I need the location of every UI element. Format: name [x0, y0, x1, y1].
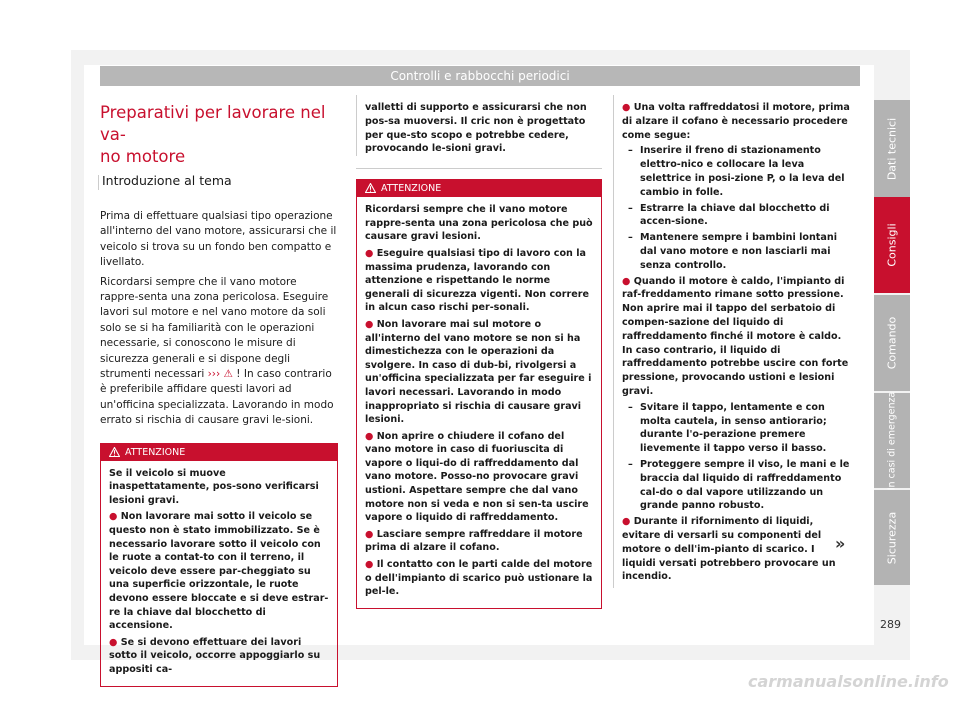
tab-label: Consigli [885, 223, 899, 267]
warning-triangle-icon [365, 183, 376, 193]
warning-item [365, 318, 593, 427]
warning-intro: Se il veicolo si muove inaspettatamente, pos-sono verificarsi lesioni gravi. [109, 467, 319, 506]
section-header: Controlli e rabbocchi periodici [100, 66, 860, 86]
warning-header [101, 444, 337, 461]
tab-dati-tecnici[interactable] [874, 100, 910, 197]
bullet-icon: ● [109, 511, 118, 523]
warning-item-text: Durante il rifornimento di liquidi, evitare di versarli su componenti del motore o dell'im-pianto di scarico. I liquidi versati potrebbero provocare un incendio. [622, 516, 836, 583]
warning-triangle-icon [109, 447, 120, 457]
warning-label: ATTENZIONE [125, 446, 186, 458]
warning-item-text: Non aprire o chiudere il cofano del vano motore in caso di fuoriuscita di vapore o liqui-do di raffreddamento dal vano motore. Posso-no provocare gravi ustioni. Aspettare sempre che dal vano motore non si veda e non si sen-ta uscire vapore o liquido di raffreddamento. [365, 430, 589, 524]
column-1 [100, 102, 338, 687]
subtitle: Introduzione al tema [100, 173, 338, 189]
dash-icon: – [628, 145, 633, 157]
sub-item [622, 401, 851, 456]
page-number: 289 [880, 618, 901, 631]
tab-label: Sicurezza [885, 511, 899, 564]
intro-text [100, 209, 338, 429]
warning-label: ATTENZIONE [381, 183, 442, 195]
warning-item-text: Quando il motore è caldo, l'impianto di raf-freddamento rimane sotto pressione. Non aprire mai il tappo del serbatoio di compen-sazione del liquido di raffreddamento finché il motore è caldo. In caso contrario, il liquido di raffreddamento potrebbe uscire con forte pressione, provocando ustioni e lesioni gravi. [622, 275, 849, 397]
sub-item-text: Estrarre la chiave dal blocchetto di accen-sione. [640, 202, 830, 228]
tab-consigli[interactable] [874, 197, 910, 293]
sub-item-text: Proteggere sempre il viso, le mani e le braccia dal liquido di raffreddamento cal-do o dal vapore utilizzando un grande panno robusto. [640, 458, 850, 512]
warning-item [622, 515, 851, 584]
warning-box-2 [356, 179, 602, 609]
continued-warning-text: valletti di supporto e assicurarsi che non pos-sa muoversi. Il cric non è progettato per que-sto scopo e potrebbe cedere, provocando le-sioni gravi. [356, 95, 602, 156]
sub-item [622, 144, 851, 199]
dash-icon: – [628, 232, 633, 244]
continued-warning-list [613, 95, 859, 588]
warning-item [365, 247, 593, 315]
sub-item [622, 231, 851, 272]
warning-item-text: Non lavorare mai sul motore o all'interno del vano motore se non si ha dimestichezza con le operazioni da svolgere. In caso di dub-bi, rivolgersi a un'officina specializzata per far eseguire i lavori necessari. Lavorando in modo inappropriato si rischia di causare gravi lesioni. [365, 318, 592, 426]
bullet-icon: ● [365, 247, 374, 259]
dash-icon: – [628, 202, 633, 214]
warning-item-text: Eseguire qualsiasi tipo di lavoro con la massima prudenza, lavorando con attenzione e rispettando le norme generali di sicurezza vigenti. Non correre in alcun caso rischi per-sonali. [365, 247, 589, 314]
warning-item-text: Lasciare sempre raffreddare il motore prima di alzare il cofano. [365, 528, 583, 554]
warning-intro: Ricordarsi sempre che il vano motore rappre-senta una zona pericolosa che può causare gravi lesioni. [365, 204, 593, 243]
watermark-logo: carmanualsonline.info [748, 672, 949, 691]
warning-item [109, 510, 329, 632]
warning-item [622, 275, 851, 399]
divider [356, 168, 602, 169]
sub-item-text: Svitare il tappo, lentamente e con molta cautela, in senso antiorario; durante l'o-perazione premere lievemente il tappo verso il basso. [640, 401, 827, 455]
tab-sicurezza[interactable] [874, 490, 910, 585]
warning-box-1 [100, 443, 338, 687]
column-2 [356, 95, 602, 609]
warning-item [365, 430, 593, 525]
bullet-icon: ● [109, 636, 118, 648]
bullet-icon: ● [622, 102, 631, 113]
bullet-icon: ● [365, 430, 374, 442]
warning-item-text: Non lavorare mai sotto il veicolo se questo non è stato immobilizzato. Se è necessario lavorare sotto il veicolo con le ruote a contat-to con il terreno, il veicolo deve essere par-cheggiato su una superficie orizzontale, le ruote devono essere bloccate e si deve estrar-re la chiave dal blocchetto di accensione. [109, 511, 329, 632]
tab-label: In casi di emergenza [886, 391, 898, 490]
warning-item-text: Se si devono effettuare dei lavori sotto il veicolo, occorre appoggiarlo su appositi ca- [109, 636, 321, 675]
tab-comando[interactable] [874, 295, 910, 391]
warning-triangle-icon: ⚠ [223, 368, 233, 381]
dash-icon: – [628, 458, 633, 470]
bullet-icon: ● [365, 528, 374, 540]
column-3 [613, 95, 859, 588]
intro-paragraph-2 [100, 275, 338, 429]
continue-chevron-icon: » [835, 534, 846, 553]
dash-icon: – [628, 401, 633, 413]
bullet-icon: ● [365, 559, 374, 571]
bullet-icon: ● [622, 275, 631, 287]
warning-item [622, 101, 851, 142]
warning-item [365, 528, 593, 555]
sub-item [622, 458, 851, 513]
sub-item-text: Mantenere sempre i bambini lontani dal vano motore e non lasciarli mai senza controllo. [640, 232, 837, 271]
warning-body [357, 197, 601, 608]
warning-item-text: Il contatto con le parti calde del motore o dell'impianto di scarico può ustionare la pel-le. [365, 559, 593, 598]
sub-item [622, 202, 851, 230]
bullet-icon: ● [365, 318, 374, 330]
warning-item [365, 558, 593, 599]
bullet-icon: ● [622, 516, 631, 528]
tab-emergenza[interactable] [874, 393, 910, 488]
sub-item-text: Inserire il freno di stazionamento elettro-nico e collocare la leva selettrice in posi-zione P, o la leva del cambio in folle. [640, 145, 845, 198]
tab-label: Comando [885, 316, 899, 370]
warning-header [357, 180, 601, 197]
warning-item [109, 636, 329, 677]
warning-reference-link[interactable]: ››› [207, 368, 221, 381]
intro-paragraph-2-end: ! In caso contrario è preferibile affidare questi lavori ad un'officina specializzata. Lavorando in modo errato si rischia di causare gravi le-sioni. [100, 368, 334, 427]
tab-label: Dati tecnici [885, 117, 899, 180]
intro-paragraph-1: Prima di effettuare qualsiasi tipo operazione all'interno del vano motore, assicurarsi che il veicolo si trova su un fondo ben compatto e livellato. [100, 210, 337, 269]
intro-paragraph-2-text: Ricordarsi sempre che il vano motore rappre-senta una zona pericolosa. Eseguire lavori sul motore e nel vano motore da soli solo se si ha familiarità con le operazioni necessarie, si conoscono le misure di sicurezza generali e si dispone degli strumenti necessari [100, 275, 329, 381]
page-title: Preparativi per lavorare nel va- no motore [100, 103, 326, 166]
warning-item-text: Una volta raffreddatosi il motore, prima di alzare il cofano è necessario procedere come segue: [622, 102, 850, 141]
warning-body [101, 461, 337, 686]
